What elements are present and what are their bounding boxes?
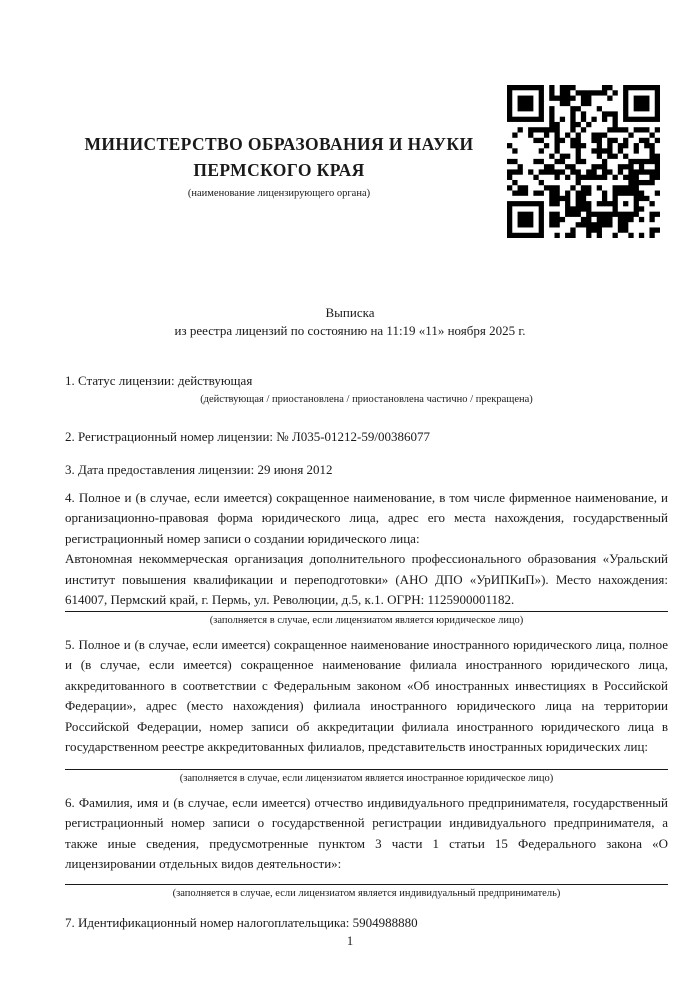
- license-item-1: [65, 371, 668, 407]
- qr-code: [507, 85, 660, 238]
- license-item-6: [65, 793, 668, 901]
- item-text: 4. Полное и (в случае, если имеется) сокращенное наименование, в том числе фирменное наименование, и организационно-правовая форма юридического лица, адрес его места нахождения, государственный регистрационный номер записи о создании юридического лица:: [65, 489, 668, 546]
- document-header: [0, 0, 700, 238]
- document-title: [0, 304, 700, 339]
- ministry-name-line1: МИНИСТЕРСТВО ОБРАЗОВАНИЯ И НАУКИ: [84, 134, 474, 154]
- item-text: 1. Статус лицензии: действующая: [65, 373, 253, 388]
- qr-code-icon: [507, 85, 660, 238]
- page-number: 1: [346, 934, 354, 948]
- item-caption: (заполняется в случае, если лицензиатом является юридическое лицо): [209, 614, 524, 626]
- licensing-authority-block: [65, 131, 493, 199]
- license-item-4: [65, 488, 668, 628]
- license-item-5: [65, 635, 668, 786]
- fill-in-line: [65, 769, 668, 770]
- ministry-caption: (наименование лицензирующего органа): [187, 188, 371, 199]
- item-caption: (действующая / приостановлена / приостановлена частично / прекращена): [200, 393, 533, 405]
- item-value: Автономная некоммерческая организация дополнительного профессионального образования «Уральский институт повышения квалификации и переподготовки» (АНО ДПО «УрИПКиП»). Место нахождения: 614007, Пермский край, г. Пермь, ул. Революции, д.5, к.1. ОГРН: 1125900001182.: [65, 551, 668, 607]
- document-title-line1: Выписка: [325, 305, 375, 320]
- license-item-2: [65, 427, 668, 448]
- ministry-name-line2: ПЕРМСКОГО КРАЯ: [193, 160, 365, 180]
- item-text: 7. Идентификационный номер налогоплательщика: 5904988880: [65, 914, 418, 930]
- fill-in-line: [65, 611, 668, 612]
- document-title-line2: из реестра лицензий по состоянию на 11:19 «11» ноября 2025 г.: [174, 322, 526, 338]
- item-text: 5. Полное и (в случае, если имеется) сокращенное наименование иностранного юридического лица, полное и (в случае, если имеется) сокращенное наименование филиала иностранного юридического лица, аккредитованного в соответствии с Федеральным законом «Об иностранных инвестициях в Российской Федерации», адрес (место нахождения) филиала иностранного юридического лица на территории Российской Федерации, номер записи об аккредитации филиала иностранного юридического лица в государственном реестре аккредитованных филиалов, представительств иностранных юридических лиц:: [65, 636, 668, 754]
- document-body: [0, 371, 700, 933]
- item-caption: (заполняется в случае, если лицензиатом является иностранное юридическое лицо): [179, 772, 554, 784]
- license-item-7: [65, 913, 668, 934]
- fill-in-line: [65, 884, 668, 885]
- item-caption: (заполняется в случае, если лицензиатом является индивидуальный предприниматель): [172, 887, 561, 899]
- item-text: 6. Фамилия, имя и (в случае, если имеется) отчество индивидуального предпринимателя, государственный регистрационный номер записи о государственной регистрации индивидуального предпринимателя, а также иные сведения, предусмотренные пунктом 3 части 1 статьи 15 Федерального закона «О лицензировании отдельных видов деятельности»:: [65, 794, 668, 871]
- item-text: 3. Дата предоставления лицензии: 29 июня 2012: [65, 462, 333, 477]
- license-item-3: [65, 460, 668, 481]
- item-text: 2. Регистрационный номер лицензии: № Л035-01212-59/00386077: [65, 428, 431, 444]
